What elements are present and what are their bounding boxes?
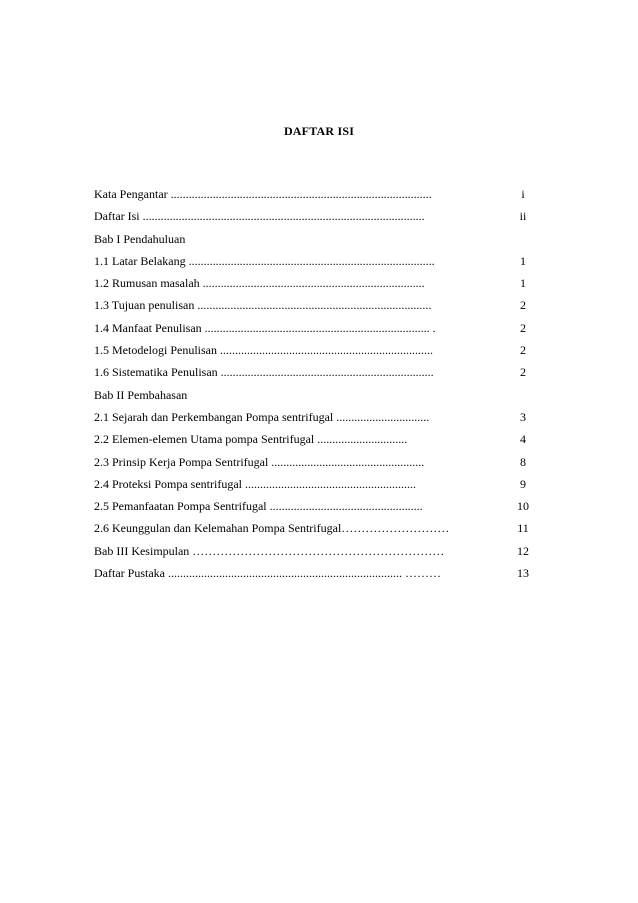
toc-entry [94, 428, 544, 450]
toc-page-number: 8 [520, 454, 526, 469]
toc-entry [94, 406, 544, 428]
toc-page-number: ii [519, 209, 527, 224]
toc-entry [94, 495, 544, 517]
toc-entry [94, 540, 544, 562]
toc-page-number: 9 [520, 476, 526, 491]
toc-page-number: 12 [517, 543, 529, 558]
toc-page-number: 2 [520, 365, 526, 380]
toc-entry-label: 1.1 Latar Belakang .................................................................................. [94, 253, 435, 268]
toc-entry [94, 451, 544, 473]
toc-entry-label: 1.6 Sistematika Penulisan ....................................................................... [94, 365, 434, 380]
toc-entry-label: Bab II Pembahasan [94, 387, 188, 402]
toc-page-number: i [521, 187, 525, 201]
toc-page-number: 2 [520, 320, 526, 335]
toc-entry-label: 2.4 Proteksi Pompa sentrifugal ......................................................... [94, 476, 416, 491]
toc-entry-label: 2.5 Pemanfaatan Pompa Sentrifugal ................................................... [94, 499, 423, 514]
toc-page-number: 2 [520, 298, 526, 313]
toc-entry [94, 205, 544, 227]
toc-entry-label: 2.3 Prinsip Kerja Pompa Sentrifugal ................................................... [94, 454, 425, 469]
toc-entry [94, 272, 544, 294]
toc-page-number: 1 [520, 276, 526, 291]
toc-page-number: 3 [520, 409, 526, 424]
toc-entry [94, 317, 544, 339]
toc-page-number: 2 [520, 343, 526, 358]
toc-entry [94, 183, 544, 205]
toc-entry-label: 2.1 Sejarah dan Perkembangan Pompa sentrifugal ............................... [94, 409, 430, 424]
toc-entry [94, 294, 544, 316]
toc-entry-label: Bab I Pendahuluan [94, 231, 186, 246]
toc-entry-label: 1.2 Rumusan masalah .......................................................................... [94, 276, 425, 291]
toc-entry-label: Daftar Pustaka .............................................................................. ……… [94, 566, 441, 581]
toc-entry [94, 250, 544, 272]
toc-page-number: 13 [517, 566, 529, 581]
toc-entry-label: 1.4 Manfaat Penulisan ........................................................................... . [94, 320, 436, 335]
toc-page-number: 1 [520, 253, 526, 268]
page-title: DAFTAR ISI [283, 124, 355, 138]
toc-entry [94, 562, 544, 584]
toc-entry-label: 1.5 Metodelogi Penulisan ....................................................................... [94, 343, 433, 358]
toc-entry-label: Kata Pengantar ....................................................................................... [94, 187, 432, 201]
table-of-contents [94, 183, 544, 584]
toc-entry [94, 361, 544, 383]
toc-section-heading [94, 384, 544, 406]
toc-entry [94, 473, 544, 495]
toc-section-heading [94, 228, 544, 250]
toc-entry-label: Bab III Kesimpulan ……………………………………………………… [94, 543, 445, 558]
toc-page-number: 10 [517, 499, 529, 514]
toc-entry-label: 1.3 Tujuan penulisan .............................................................................. [94, 298, 432, 313]
toc-entry [94, 517, 544, 539]
toc-entry-label: Daftar Isi .............................................................................................. [94, 209, 425, 224]
toc-page-number: 11 [517, 521, 529, 536]
toc-entry-label: 2.6 Keunggulan dan Kelemahan Pompa Sentrifugal……………………… [94, 521, 450, 536]
toc-entry [94, 339, 544, 361]
toc-page-number: 4 [520, 432, 526, 447]
toc-entry-label: 2.2 Elemen-elemen Utama pompa Sentrifugal .............................. [94, 432, 408, 447]
